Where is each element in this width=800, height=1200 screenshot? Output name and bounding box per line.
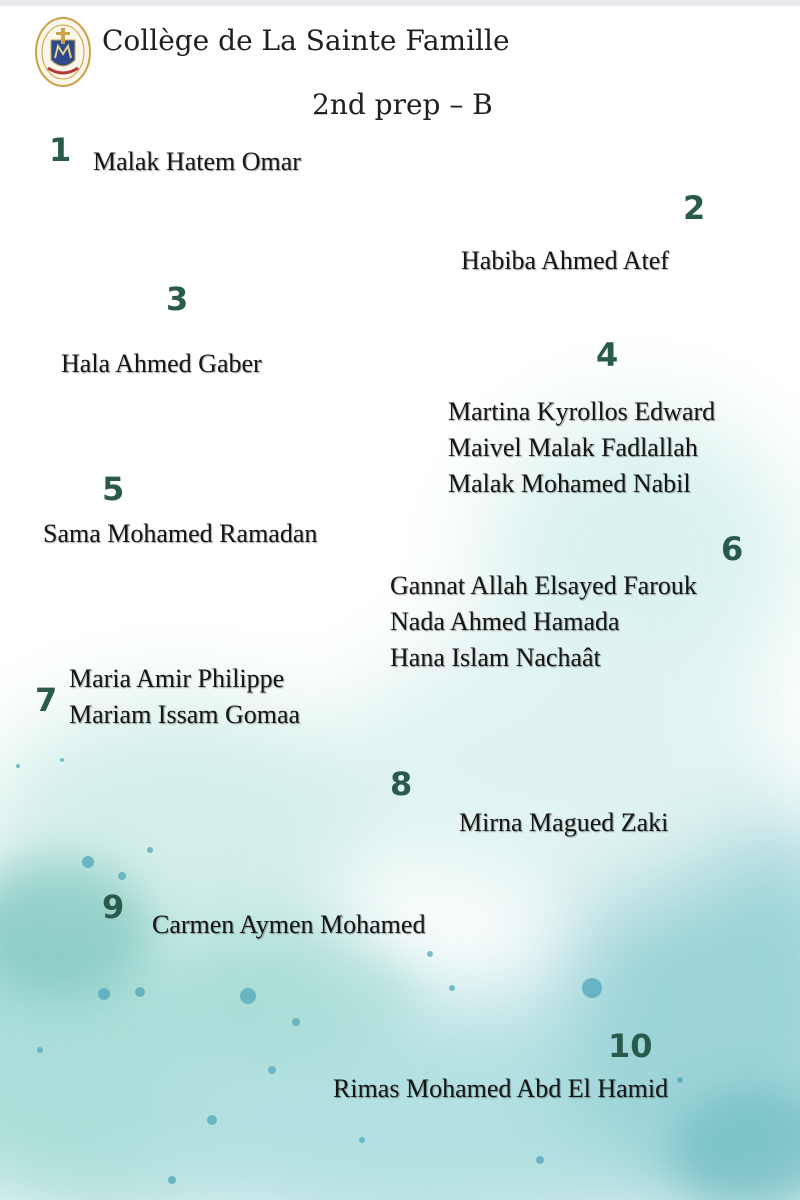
rank-number-6: 6 <box>721 530 744 568</box>
rank-number-8: 8 <box>390 765 413 803</box>
rank-number-7: 7 <box>35 681 58 719</box>
rank-number-4: 4 <box>596 336 619 374</box>
rank-number-10: 10 <box>608 1027 653 1065</box>
class-label: 2nd prep – B <box>312 88 493 121</box>
student-name: Carmen Aymen Mohamed <box>152 910 426 939</box>
rank-6-names <box>390 568 697 676</box>
school-name: Collège de La Sainte Famille <box>102 24 510 57</box>
rank-number-9: 9 <box>102 888 125 926</box>
rank-3-names <box>61 346 262 382</box>
rank-10-names <box>333 1071 668 1107</box>
rank-number-2: 2 <box>683 189 706 227</box>
student-name: Mirna Magued Zaki <box>459 808 669 837</box>
student-name: Hala Ahmed Gaber <box>61 349 262 378</box>
student-name: Nada Ahmed Hamada <box>390 607 620 636</box>
rank-2-names <box>461 243 669 279</box>
rank-number-3: 3 <box>166 280 189 318</box>
rank-4-names <box>448 394 715 502</box>
rank-9-names <box>152 907 425 943</box>
rank-number-1: 1 <box>49 131 72 169</box>
student-name: Sama Mohamed Ramadan <box>43 519 318 548</box>
student-name: Malak Mohamed Nabil <box>448 469 691 498</box>
rank-number-5: 5 <box>102 470 125 508</box>
rank-1-names <box>93 144 301 180</box>
school-seal-icon <box>34 16 92 88</box>
student-name: Malak Hatem Omar <box>93 147 301 176</box>
student-name: Martina Kyrollos Edward <box>448 397 716 426</box>
student-name: Maivel Malak Fadlallah <box>448 433 698 462</box>
student-name: Hana Islam Nachaât <box>390 643 601 672</box>
student-name: Mariam Issam Gomaa <box>69 700 301 729</box>
rank-5-names <box>43 516 317 552</box>
student-name: Gannat Allah Elsayed Farouk <box>390 571 697 600</box>
student-name: Maria Amir Philippe <box>69 664 285 693</box>
rank-8-names <box>459 805 668 841</box>
rank-7-names <box>69 661 300 733</box>
student-name: Habiba Ahmed Atef <box>461 246 669 275</box>
student-name: Rimas Mohamed Abd El Hamid <box>333 1074 669 1103</box>
